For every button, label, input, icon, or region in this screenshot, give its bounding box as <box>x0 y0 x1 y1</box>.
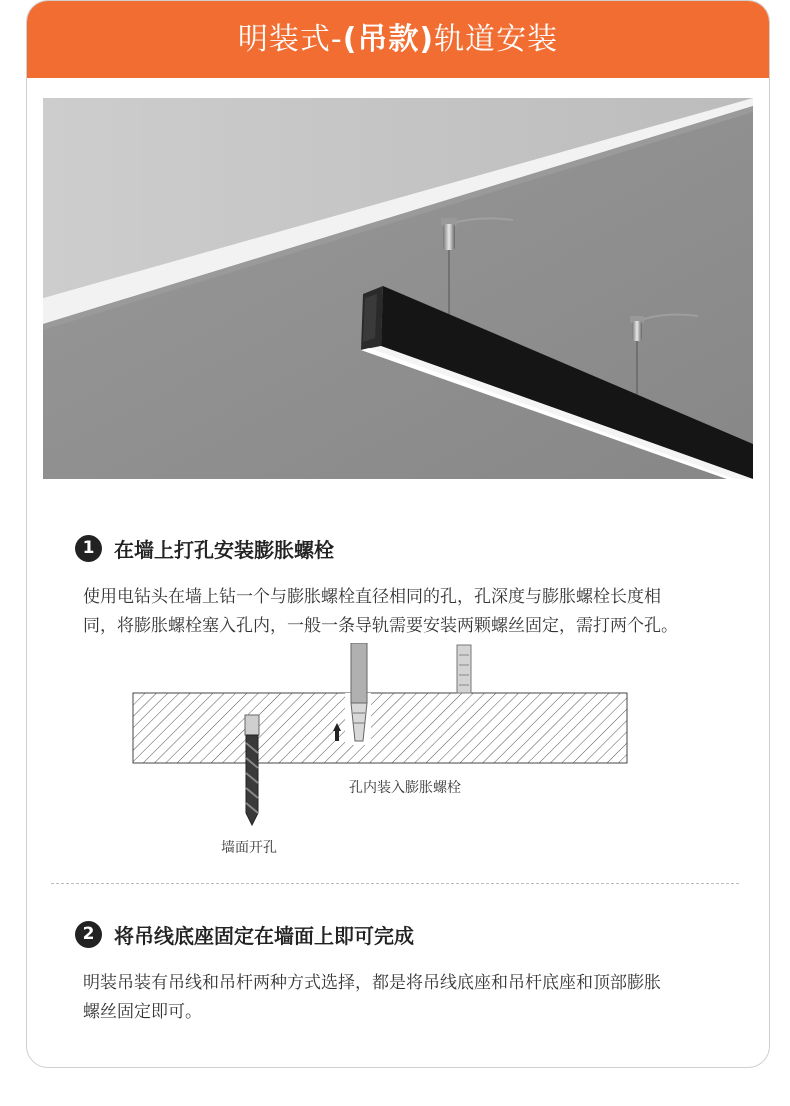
step1-desc-line: 使用电钻头在墙上钻一个与膨胀螺栓直径相同的孔，孔深度与膨胀螺栓长度相 <box>83 587 661 607</box>
page-title <box>27 1 769 78</box>
step1-desc-line: 同，将膨胀螺栓塞入孔内，一般一条导轨需要安装两颗螺丝固定，需打两个孔。 <box>83 616 678 636</box>
step1-description <box>83 583 743 641</box>
section-divider <box>51 883 739 884</box>
step2-desc-line: 螺丝固定即可。 <box>83 1002 202 1022</box>
install-card <box>26 0 770 1068</box>
step2-title: 将吊线底座固定在墙面上即可完成 <box>114 923 414 948</box>
step2-description <box>83 969 743 1027</box>
title-suffix: 轨道安装 <box>434 22 559 57</box>
step1-heading <box>75 533 334 563</box>
step2-badge: 2 <box>75 921 102 948</box>
wall-drilling-diagram <box>127 643 647 858</box>
title-bold: (吊款) <box>342 22 435 57</box>
step2-desc-line: 明装吊装有吊线和吊杆两种方式选择，都是将吊线底座和吊杆底座和顶部膨胀 <box>83 973 661 993</box>
step1-title: 在墙上打孔安装膨胀螺栓 <box>114 537 334 562</box>
anchor-caption: 孔内装入膨胀螺栓 <box>349 780 461 796</box>
step1-badge: 1 <box>75 535 102 562</box>
drill-caption: 墙面开孔 <box>221 840 277 856</box>
step2-heading <box>75 919 414 949</box>
title-prefix: 明装式- <box>237 22 343 57</box>
pendant-track-light-photo <box>43 98 753 479</box>
